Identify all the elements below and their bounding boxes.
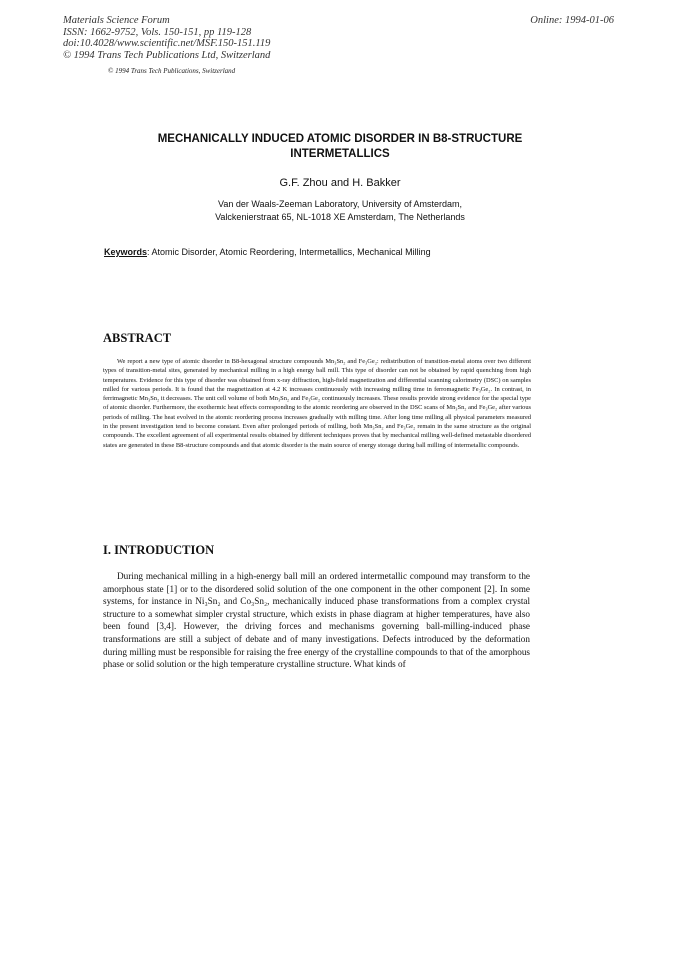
journal-info: [63, 15, 270, 61]
affiliation-line: Valckenierstraat 65, NL-1018 XE Amsterdam, The Netherlands: [215, 212, 465, 222]
journal-name: Materials Science Forum: [63, 15, 170, 26]
introduction-text: During mechanical milling in a high-energy ball mill an ordered intermetallic compound may transform to the amorphous state [1] or to the disordered solid solution of the one component in the other component [2]. In some systems, for instance in Ni₃Sn₂ and Co₃Sn₂, mechanically induced phase transformations from a complex crystal structure to a somewhat simpler crystal structure, which exists in phase diagram at higher temperatures, have also been found [3,4]. However, the driving forces and mechanisms governing ball-milling-induced phase transformations are still a subject of debate and of many investigations. Defects introduced by the deformation during milling must be responsible for raising the free energy of the crystalline compounds to that of the amorphous phase or solid solution or the high temperature crystalline structure. What kinds of: [103, 571, 530, 670]
keywords-label: Keywords: [104, 247, 148, 257]
abstract-heading: ABSTRACT: [103, 331, 172, 345]
affiliation-line: Van der Waals-Zeeman Laboratory, University of Amsterdam,: [218, 199, 462, 209]
keywords-separator: :: [147, 247, 150, 257]
journal-doi[interactable]: doi:10.4028/www.scientific.net/MSF.150-151.119: [63, 38, 271, 49]
paper-title-line: INTERMETALLICS: [290, 148, 390, 160]
keywords: [104, 247, 431, 257]
abstract-text: We report a new type of atomic disorder in B8-hexagonal structure compounds Mn₃Sn₂ and Fe₃Ge₂: redistribution of transition-metal atoms over two different types of transition-metal sites, generated by mechanical milling in a high energy ball mill. This type of disorder can not be obtained by rapid quenching from high temperatures. Evidence for this type of disorder was obtained from x-ray diffraction, high-field magnetization and differential scanning calorimetry (DSC) on samples milled for various periods. It is found that the magnetization at 4.2 K increases continuously with increasing milling time in ferromagnetic Fe₃Ge₂. In contrast, in ferrimagnetic Mn₃Sn₂ it decreases. The unit cell volume of both Mn₃Sn₂ and Fe₃Ge₂ continuously increases. These results provide strong evidence for the special type of atomic disorder. Furthermore, the exothermic heat effects corresponding to the atomic reordering are observed in the DSC scans of Mn₃Sn₂ and Fe₃Ge₂ after various periods of milling. The heat evolved in the atomic reordering process increases gradually with milling time. After long time milling all physical parameters measured in the present investigation tend to become constant. Even after prolonged periods of milling, both Mn₃Sn₂ and Fe₃Ge₂ remain in the same structure as the original compounds. The excellent agreement of all experimental results obtained by different techniques proves that by mechanical milling well-defined metastable disordered states are generated in these B8-structure compounds and that atomic disorder is the main source of energy storage during ball milling of intermetallic compounds.: [103, 358, 531, 449]
journal-issn: ISSN: 1662-9752, Vols. 150-151, pp 119-128: [63, 26, 252, 38]
introduction-body: [103, 570, 530, 671]
paper-title: [100, 132, 580, 162]
paper-authors: G.F. Zhou and H. Bakker: [279, 177, 401, 189]
keywords-list: Atomic Disorder, Atomic Reordering, Intermetallics, Mechanical Milling: [149, 247, 431, 257]
journal-copyright: © 1994 Trans Tech Publications Ltd, Switzerland: [63, 49, 271, 61]
abstract-body: [103, 357, 531, 450]
introduction-heading: I. INTRODUCTION: [103, 543, 215, 557]
online-date: Online: 1994-01-06: [530, 15, 614, 26]
paper-title-line: MECHANICALLY INDUCED ATOMIC DISORDER IN B8-STRUCTURE: [157, 133, 523, 145]
copyright-notice: © 1994 Trans Tech Publications, Switzerland: [108, 67, 236, 75]
affiliation: [100, 198, 580, 224]
